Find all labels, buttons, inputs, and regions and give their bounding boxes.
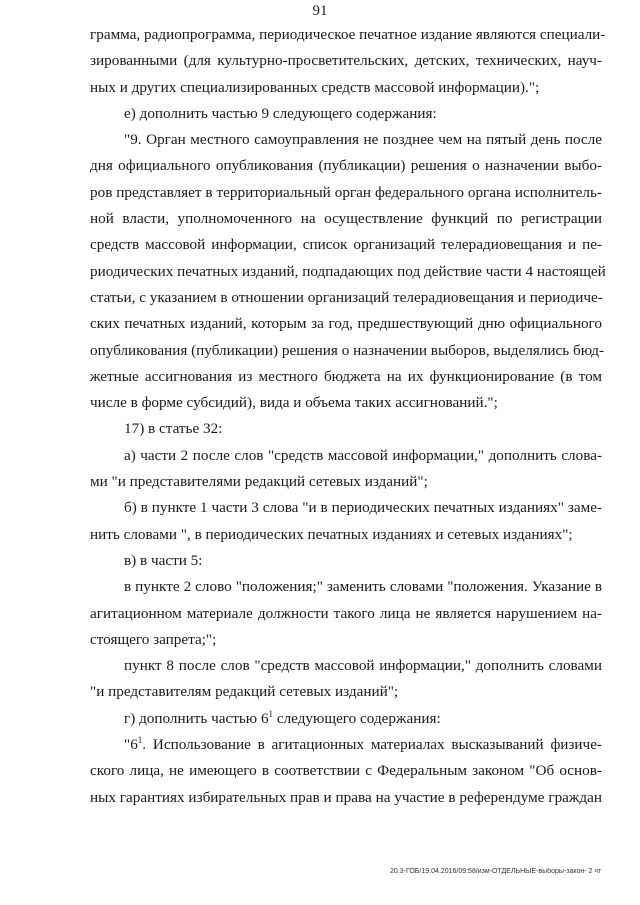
text-line: зированными (для культурно-просветительских, детских, технических, науч- — [90, 52, 602, 70]
text-line: стоящего запрета;"; — [90, 630, 217, 648]
text-line: е) дополнить частью 9 следующего содержания: — [124, 104, 437, 122]
text-line: статьи, с указанием в отношении организаций телерадиовещания и периодиче- — [90, 288, 603, 306]
text-line: риодических печатных изданий, подпадающих под действие части 4 настоящей — [90, 262, 606, 280]
page-number: 91 — [312, 3, 328, 19]
text-line: ной власти, уполномоченного на осуществление функций по регистрации — [90, 210, 602, 228]
text-fragment: следующего содержания: — [273, 709, 441, 727]
text-fragment: . Использование в агитационных материалах высказываний физиче- — [142, 736, 602, 754]
text-line: грамма, радиопрограмма, периодическое печатное издание являются специали- — [90, 26, 606, 43]
text-line: б) в пункте 1 части 3 слова "и в периодических печатных изданиях" заме- — [124, 499, 602, 517]
text-line: "9. Орган местного самоуправления не позднее чем на пятый день после — [124, 131, 602, 149]
document-body — [90, 22, 606, 811]
text-line: пункт 8 после слов "средств массовой информации," дополнить словами — [124, 657, 602, 675]
text-line: ского лица, не имеющего в соответствии с Федеральным законом "Об основ- — [90, 762, 602, 780]
superscript: 1 — [268, 708, 274, 719]
text-line: жетные ассигнования из местного бюджета на их функционирование (в том — [90, 367, 602, 385]
text-line: ных и других специализированных средств массовой информации)."; — [90, 78, 540, 96]
text-line: 17) в статье 32: — [124, 420, 223, 438]
text-line: а) части 2 после слов "средств массовой информации," дополнить слова- — [124, 446, 602, 464]
text-line: в пункте 2 слово "положения;" заменить словами "положения. Указание в — [124, 578, 602, 596]
text-line: ров представляет в территориальный орган федерального органа исполнитель- — [90, 183, 602, 201]
text-line: ских печатных изданий, которым за год, предшествующий дню официального — [90, 315, 602, 333]
text-line: ных гарантиях избирательных прав и права на участие в референдуме граждан — [90, 788, 602, 806]
text-line: средств массовой информации, список организаций телерадиовещания и пе- — [90, 236, 602, 254]
text-line: агитационном материале должности такого лица не является нарушением на- — [90, 604, 602, 622]
text-fragment: "6 — [124, 736, 138, 754]
text-line: нить словами ", в периодических печатных изданиях и сетевых изданиях"; — [90, 525, 573, 543]
document-footer: 20.3-ГОБ/19.04.2016/09:58/изм-ОТДЕЛЬНЫЕ-выборы-закон- 2 чт — [390, 868, 602, 875]
text-line: дня официального опубликования (публикации) решения о назначении выбо- — [90, 157, 602, 175]
text-line: числе в форме субсидий), вида и объема таких ассигнований."; — [90, 394, 498, 412]
text-fragment: г) дополнить частью 6 — [124, 709, 269, 727]
superscript: 1 — [137, 735, 143, 746]
text-line: ми "и представителями редакций сетевых изданий"; — [90, 473, 428, 491]
text-line: "и представителям редакций сетевых изданий"; — [90, 683, 399, 701]
text-line: в) в части 5: — [124, 551, 203, 569]
text-line — [90, 732, 602, 758]
text-line: опубликования (публикации) решения о назначении выборов, выделялись бюд- — [90, 341, 605, 359]
text-line — [90, 706, 602, 732]
